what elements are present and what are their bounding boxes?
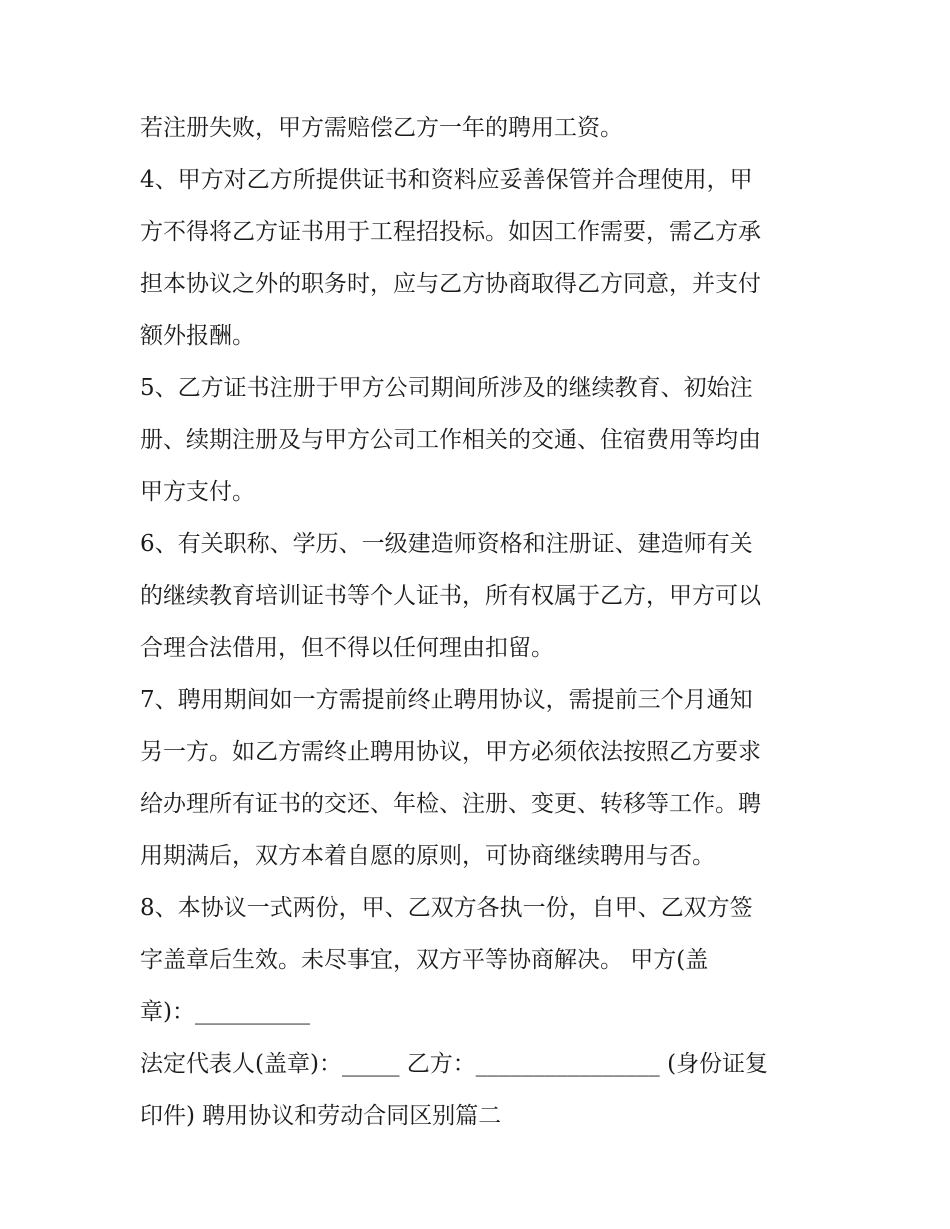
section-heading-line: 印件) 聘用协议和劳动合同区别篇二 bbox=[140, 1103, 502, 1129]
text-line: 7、聘用期间如一方需提前终止聘用协议，需提前三个月通知 bbox=[140, 687, 753, 713]
text-line: 8、本协议一式两份，甲、乙双方各执一份，自甲、乙双方签 bbox=[140, 895, 753, 921]
text-line: 字盖章后生效。未尽事宜，双方平等协商解决。 甲方(盖 bbox=[140, 947, 709, 973]
text-line: 6、有关职称、学历、一级建造师资格和注册证、建造师有关 bbox=[140, 531, 753, 557]
signature-line-party-a: 章)：__________ bbox=[140, 999, 310, 1025]
signature-line-representative: 法定代表人(盖章)：_____ 乙方：________________ (身份证复 bbox=[140, 1051, 769, 1077]
text-line: 额外报酬。 bbox=[140, 323, 255, 349]
text-line: 5、乙方证书注册于甲方公司期间所涉及的继续教育、初始注 bbox=[140, 375, 753, 401]
text-line: 另一方。如乙方需终止聘用协议，甲方必须依法按照乙方要求 bbox=[140, 739, 761, 765]
text-line: 甲方支付。 bbox=[140, 479, 255, 505]
text-line: 方不得将乙方证书用于工程招投标。如因工作需要，需乙方承 bbox=[140, 219, 761, 245]
text-line: 册、续期注册及与甲方公司工作相关的交通、住宿费用等均由 bbox=[140, 427, 761, 453]
text-line: 4、甲方对乙方所提供证书和资料应妥善保管并合理使用，甲 bbox=[140, 167, 753, 193]
text-line: 合理合法借用，但不得以任何理由扣留。 bbox=[140, 635, 554, 661]
text-line: 给办理所有证书的交还、年检、注册、变更、转移等工作。聘 bbox=[140, 791, 761, 817]
text-line: 用期满后，双方本着自愿的原则，可协商继续聘用与否。 bbox=[140, 843, 715, 869]
text-line: 担本协议之外的职务时，应与乙方协商取得乙方同意，并支付 bbox=[140, 271, 761, 297]
document-body bbox=[140, 102, 820, 1142]
text-line: 的继续教育培训证书等个人证书，所有权属于乙方，甲方可以 bbox=[140, 583, 761, 609]
text-line: 若注册失败，甲方需赔偿乙方一年的聘用工资。 bbox=[140, 115, 623, 141]
